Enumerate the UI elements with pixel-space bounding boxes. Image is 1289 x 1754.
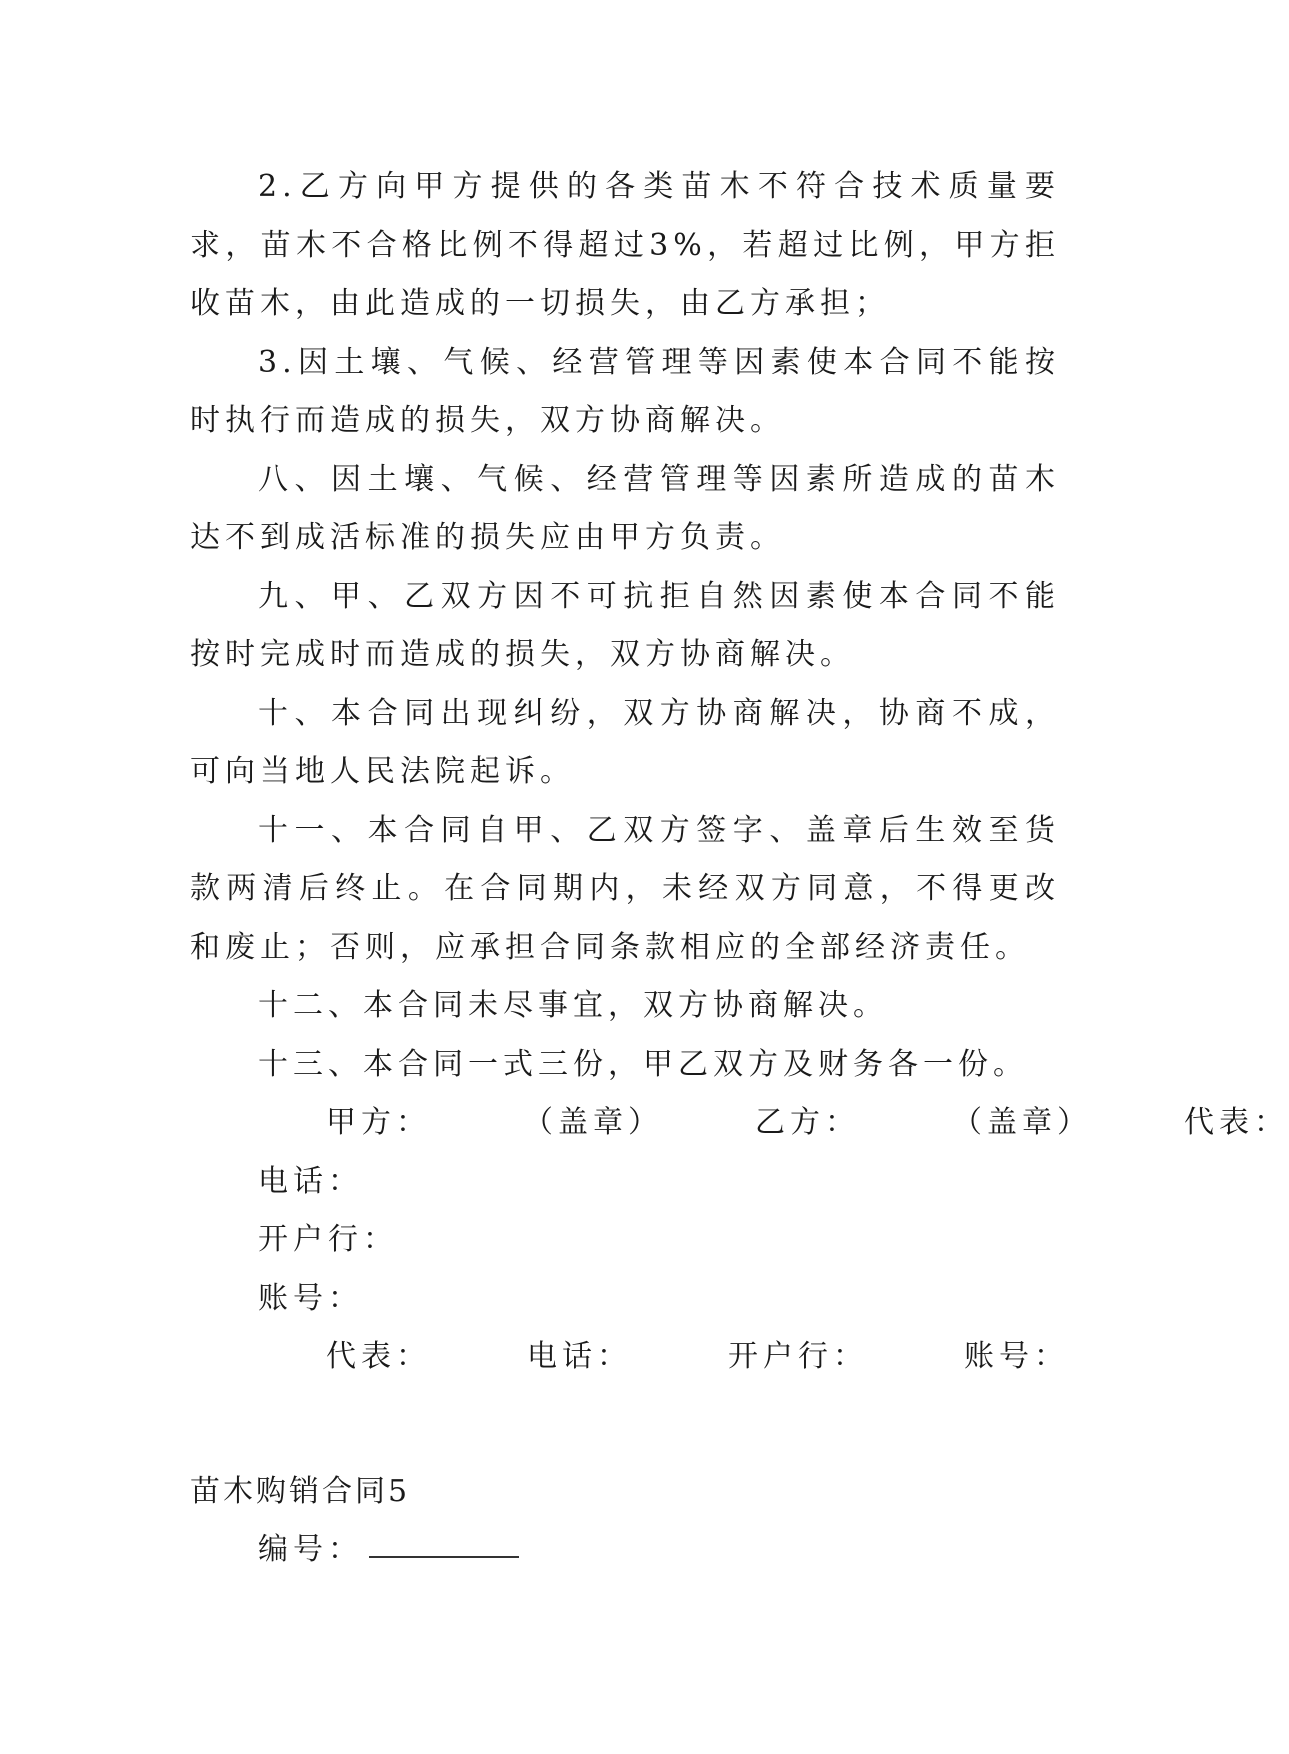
party-b-details-row [190,1328,1069,1387]
party-b-label: 乙方： [755,1105,860,1140]
contract-number-label: 编号： [258,1532,363,1567]
account-field: 账号： [258,1280,363,1316]
account-label: 账号： [964,1339,1069,1374]
party-b-seal: （盖章） [952,1105,1092,1140]
contract-body [190,158,1289,1580]
clause-12: 十二、本合同未尽事宜，双方协商解决。 [258,988,888,1023]
party-a-label: 甲方： [326,1105,431,1140]
party-a-seal: （盖章） [523,1105,663,1140]
rep-label: 代表： [326,1339,431,1374]
contract-number-blank [369,1556,519,1558]
section-gap [190,1387,1060,1463]
phone-field: 电话： [258,1163,363,1199]
clause-10: 十、本合同出现纠纷，双方协商解决，协商不成，可向当地人民法院起诉。 [190,695,1060,789]
contract-number-row [190,1521,1060,1580]
clause-11: 十一、本合同自甲、乙双方签字、盖章后生效至货款两清后终止。在合同期内，未经双方同意，不得更改和废止；否则，应承担合同条款相应的全部经济责任。 [190,812,1060,965]
bank-label: 开户行： [728,1339,868,1374]
representative-label: 代表： [1184,1105,1289,1140]
bank-field: 开户行： [258,1222,398,1257]
clause-9: 九、甲、乙双方因不可抗拒自然因素使本合同不能按时完成时而造成的损失，双方协商解决。 [190,578,1060,672]
next-contract-title: 苗木购销合同5 [190,1473,411,1509]
clause-13: 十三、本合同一式三份，甲乙双方及财务各一份。 [258,1046,1028,1082]
signature-row [190,1094,1289,1153]
clause-8: 八、因土壤、气候、经营管理等因素所造成的苗木达不到成活标准的损失应由甲方负责。 [190,461,1060,555]
phone-label: 电话： [527,1339,632,1374]
clause-7-2: 2.乙方向甲方提供的各类苗木不符合技术质量要求，苗木不合格比例不得超过3%，若超过比例，甲方拒收苗木，由此造成的一切损失，由乙方承担； [190,169,1060,321]
clause-7-3: 3.因土壤、气候、经营管理等因素使本合同不能按时执行而造成的损失，双方协商解决。 [190,344,1060,438]
